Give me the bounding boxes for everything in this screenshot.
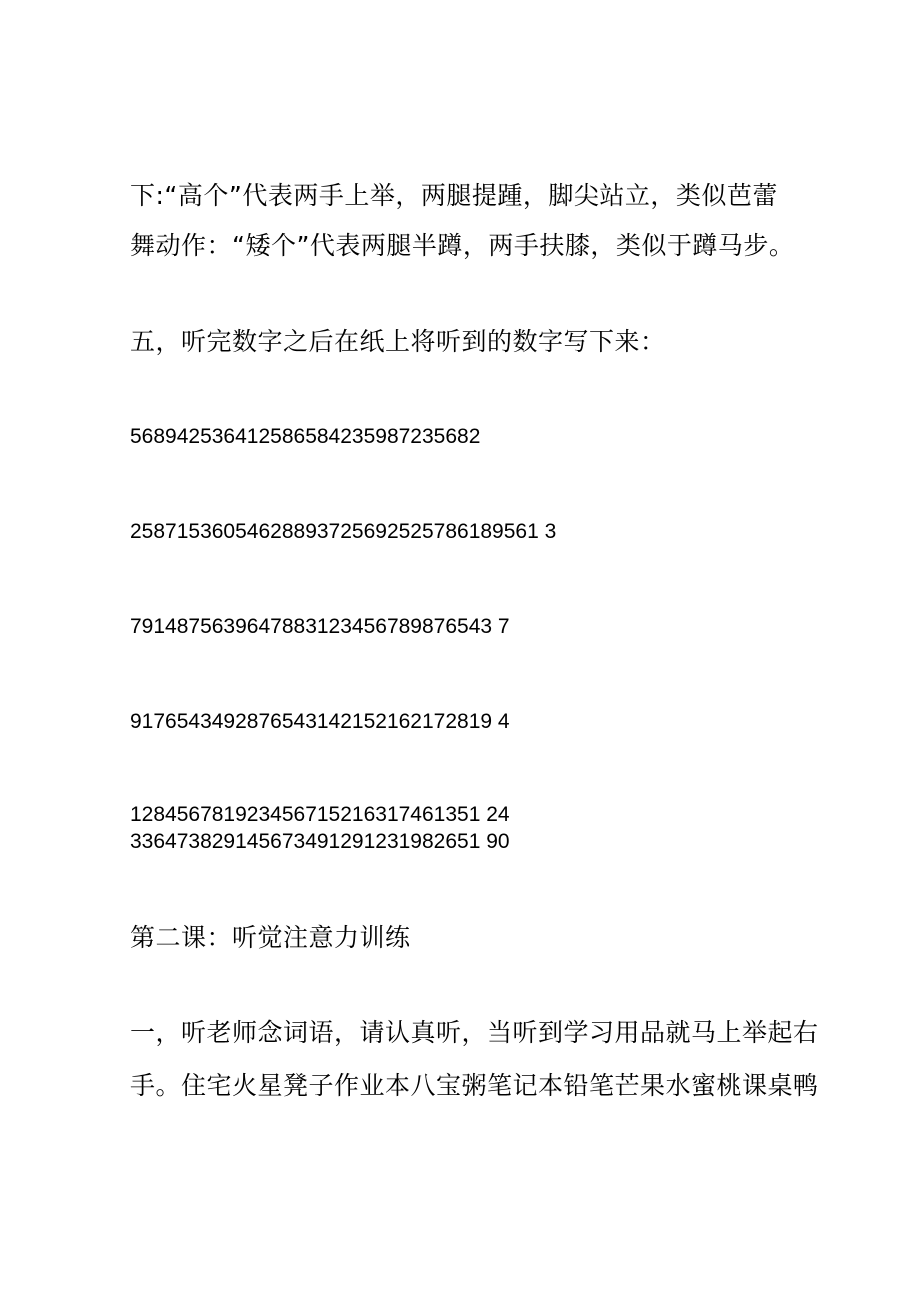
digit-sequence-4: 9176543492876543142152162172819 4 — [130, 710, 510, 733]
task-one-line-1: 一，听老师念词语，请认真听，当听到学习用品就马上举起右 — [130, 1018, 819, 1047]
digit-sequence-6: 336473829145673491291231982651 90 — [130, 830, 510, 853]
digit-sequence-2: 25871536054628893725692525786189561 3 — [130, 520, 557, 543]
digit-sequence-3: 7914875639647883123456789876543 7 — [130, 615, 510, 638]
task-one-line-2: 手。住宅火星凳子作业本八宝粥笔记本铅笔芒果水蜜桃课桌鸭 — [130, 1071, 819, 1100]
lesson-two-heading: 第二课：听觉注意力训练 — [130, 923, 411, 952]
digit-sequence-1: 568942536412586584235987235682 — [130, 425, 481, 448]
instruction-text-line-1: 下:“高个”代表两手上举，两腿提踵，脚尖站立，类似芭蕾 — [130, 181, 778, 210]
section-five-heading: 五，听完数字之后在纸上将听到的数字写下来： — [130, 327, 666, 356]
digit-sequence-5: 128456781923456715216317461351 24 — [130, 803, 510, 826]
instruction-text-line-2: 舞动作：“矮个”代表两腿半蹲，两手扶膝，类似于蹲马步。 — [130, 231, 795, 260]
